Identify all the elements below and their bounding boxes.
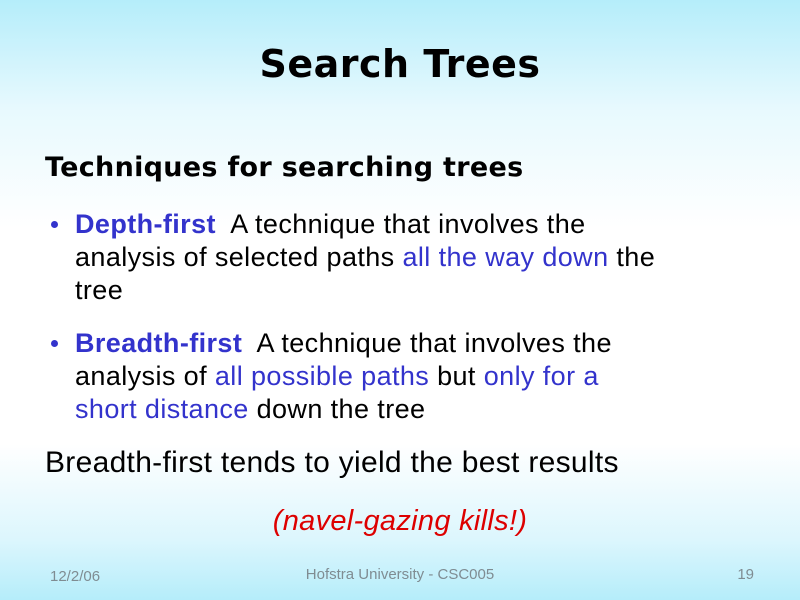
bullet-text: A technique that involves the [242, 328, 612, 358]
highlight-phrase: only for a [483, 361, 599, 391]
section-heading: Techniques for searching trees [45, 152, 524, 183]
bullet-text: but [429, 361, 484, 391]
bullet-text: A technique that involves the [215, 209, 586, 239]
footer-page-number: 19 [737, 566, 754, 583]
footer-course-label: Hofstra University - CSC005 [305, 566, 495, 583]
bullet-icon [51, 221, 58, 228]
bullet-line [75, 393, 612, 426]
emphasis-text: (navel-gazing kills!) [272, 505, 528, 537]
slide-title: Search Trees [259, 42, 541, 86]
bullet-line [75, 241, 655, 274]
bullet-text: down the tree [248, 394, 426, 424]
bullet-item-breadth-first [75, 327, 612, 426]
bullet-text: the [608, 242, 656, 272]
highlight-phrase: short distance [75, 394, 249, 424]
bullet-line [75, 274, 655, 307]
highlight-phrase: all possible paths [214, 361, 430, 391]
conclusion-text: Breadth-first tends to yield the best results [45, 446, 619, 479]
bullet-text: analysis of selected paths [75, 242, 403, 272]
bullet-line [75, 208, 655, 241]
bullet-icon [51, 340, 58, 347]
term-depth-first: Depth-first [75, 209, 216, 239]
footer-date: 12/2/06 [50, 568, 101, 585]
bullet-item-depth-first [75, 208, 655, 307]
bullet-line [75, 360, 612, 393]
highlight-phrase: all the way down [402, 242, 609, 272]
bullet-text: tree [75, 275, 124, 305]
bullet-text: analysis of [75, 361, 215, 391]
bullet-line [75, 327, 612, 360]
term-breadth-first: Breadth-first [75, 328, 243, 358]
